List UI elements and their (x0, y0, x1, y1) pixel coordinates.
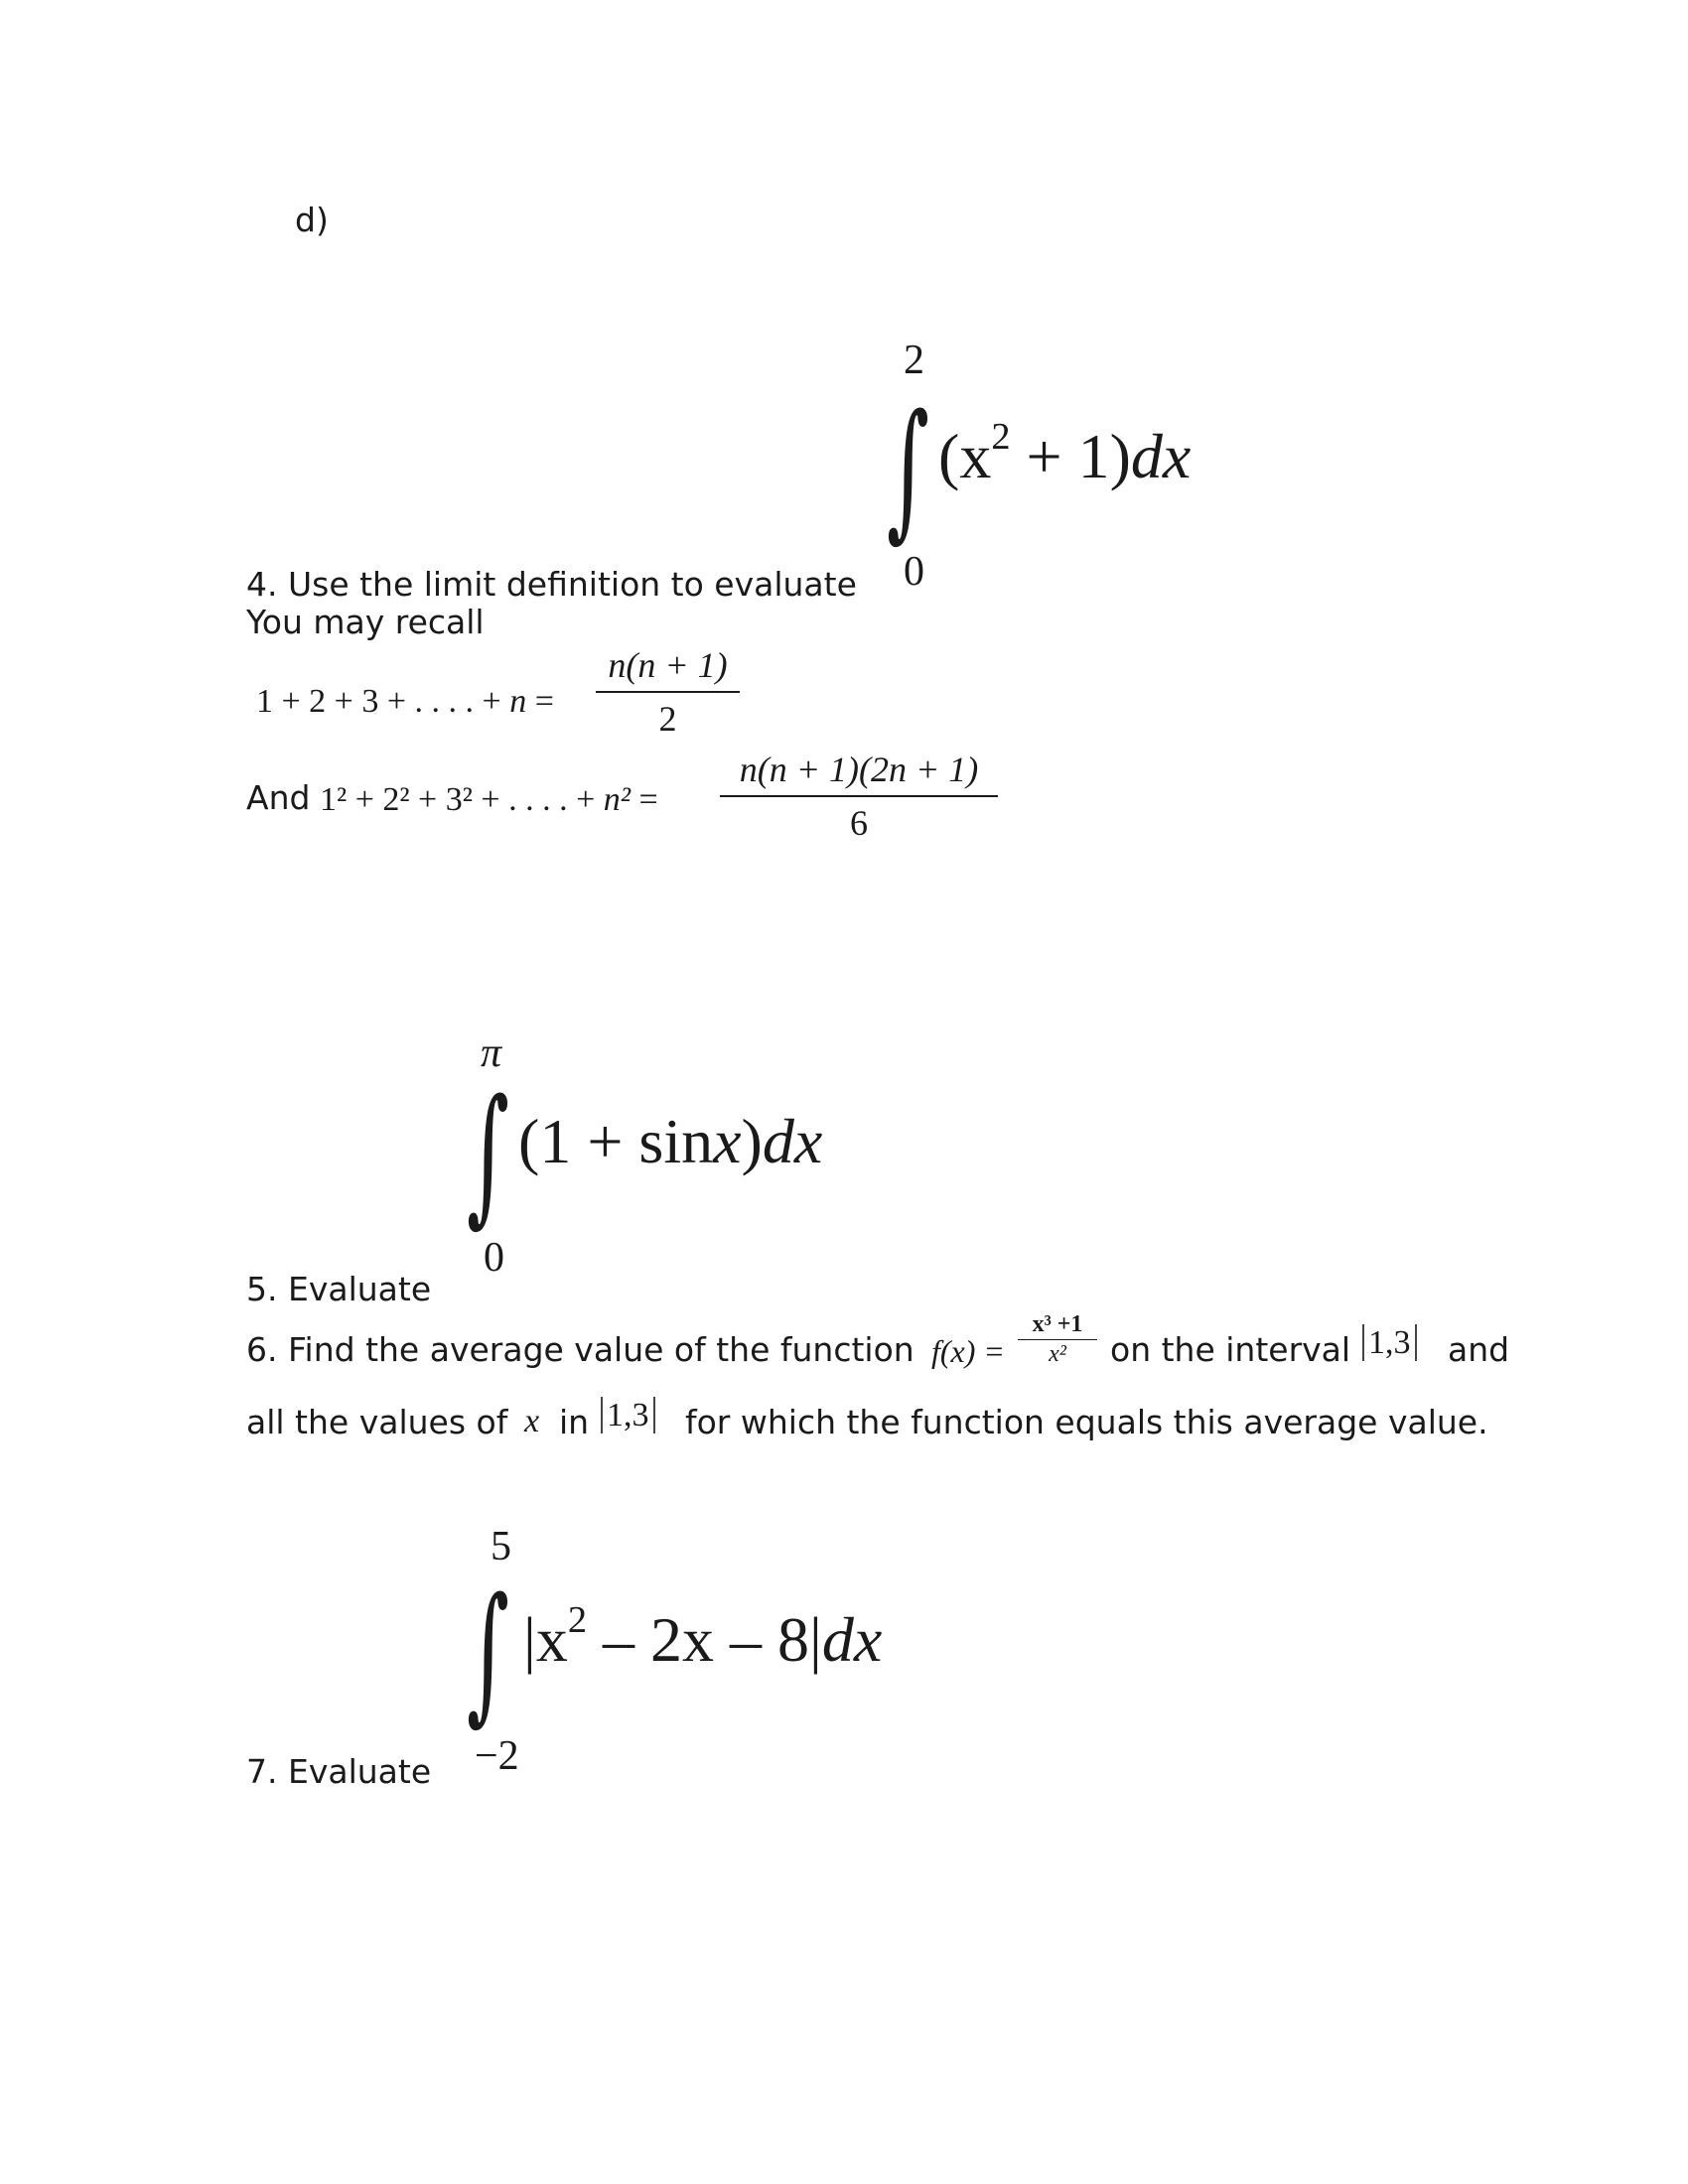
integral-q7-rest: – 2x – 8| (587, 1604, 822, 1675)
integral-q7-lower-limit: −2 (475, 1733, 519, 1779)
formula-sum-n-numerator: n(n + 1) (608, 645, 728, 685)
formula-sum-n-var: n (509, 683, 527, 720)
integral-q7-dx: dx (821, 1604, 883, 1675)
integral-q5-x: x (713, 1106, 742, 1176)
integral-q7-integrand (523, 1599, 883, 1675)
q6-var-x: x (524, 1403, 540, 1439)
q7-prompt: 7. Evaluate (246, 1752, 432, 1791)
formula-sum-sq-bar (720, 795, 998, 797)
formula-sum-n-bar (596, 691, 740, 693)
integral-q7-upper-limit: 5 (491, 1524, 511, 1570)
q6-line2-start: all the values of (246, 1403, 508, 1441)
integral-q5-sign: ∫ (467, 1068, 509, 1241)
integral-q7-exp: 2 (567, 1599, 588, 1642)
integral-q5-integrand (518, 1106, 823, 1176)
q6-line2-in: in (559, 1403, 590, 1441)
integral-q4-lower-limit: 0 (904, 549, 924, 595)
formula-sum-sq-var: n² (603, 781, 631, 818)
q6-prompt-start: 6. Find the average value of the function (246, 1330, 914, 1369)
integral-q4-integrand (938, 416, 1192, 491)
q6-interval-value: 1,3 (1362, 1324, 1417, 1361)
formula-sum-sq-lhs (320, 781, 658, 819)
integral-q4-dx: dx (1130, 421, 1192, 491)
q6-and: and (1448, 1330, 1510, 1369)
q6-function-name: f(x) = (931, 1333, 1005, 1369)
formula-sum-sq-terms: 1² + 2² + 3² + . . . . + (320, 781, 604, 818)
integral-q4-upper-limit: 2 (904, 338, 924, 383)
part-d-label: d) (295, 201, 329, 239)
integral-q7-open: |x (523, 1604, 568, 1675)
q6-interval-2 (601, 1397, 655, 1434)
q6-interval (1362, 1324, 1417, 1362)
integral-q4-exp: 2 (991, 416, 1011, 459)
q6-interval-text: on the interval (1110, 1330, 1351, 1369)
formula-sum-sq-eq: = (638, 781, 658, 818)
integral-q5-lower-limit: 0 (484, 1235, 504, 1281)
formula-sum-n-eq: = (534, 683, 554, 720)
formula-sum-sq-and: And (246, 778, 311, 817)
q4-prompt: 4. Use the limit definition to evaluate (246, 565, 857, 604)
q4-recall: You may recall (246, 603, 485, 641)
formula-sum-n-denominator: 2 (658, 699, 677, 739)
integral-q5-close: ) (741, 1106, 763, 1176)
integral-q4-sign: ∫ (887, 383, 929, 556)
q5-prompt: 5. Evaluate (246, 1270, 432, 1308)
integral-q5-open: (1 + sin (518, 1106, 714, 1176)
q6-function-numerator: x³ +1 (1032, 1311, 1083, 1337)
integral-q5-upper-limit: π (481, 1030, 502, 1076)
q6-line2-end: for which the function equals this average value. (685, 1403, 1488, 1441)
integral-q7-sign: ∫ (467, 1567, 509, 1739)
q6-interval-2-value: 1,3 (601, 1397, 655, 1433)
q6-function-fraction (1018, 1312, 1097, 1366)
formula-sum-n-terms: 1 + 2 + 3 + . . . . + (256, 683, 510, 720)
integral-q5-dx: dx (762, 1106, 823, 1176)
q6-function-bar (1018, 1339, 1097, 1340)
integral-q4-open: (x (938, 421, 992, 491)
formula-sum-n-lhs (256, 683, 554, 721)
formula-sum-sq-numerator: n(n + 1)(2n + 1) (739, 750, 979, 789)
formula-sum-sq-denominator: 6 (850, 803, 868, 843)
formula-sum-sq-fraction (720, 751, 998, 841)
integral-q4-rest: + 1) (1010, 421, 1131, 491)
q6-function-denominator: x² (1049, 1341, 1066, 1367)
formula-sum-n-fraction (596, 647, 740, 737)
